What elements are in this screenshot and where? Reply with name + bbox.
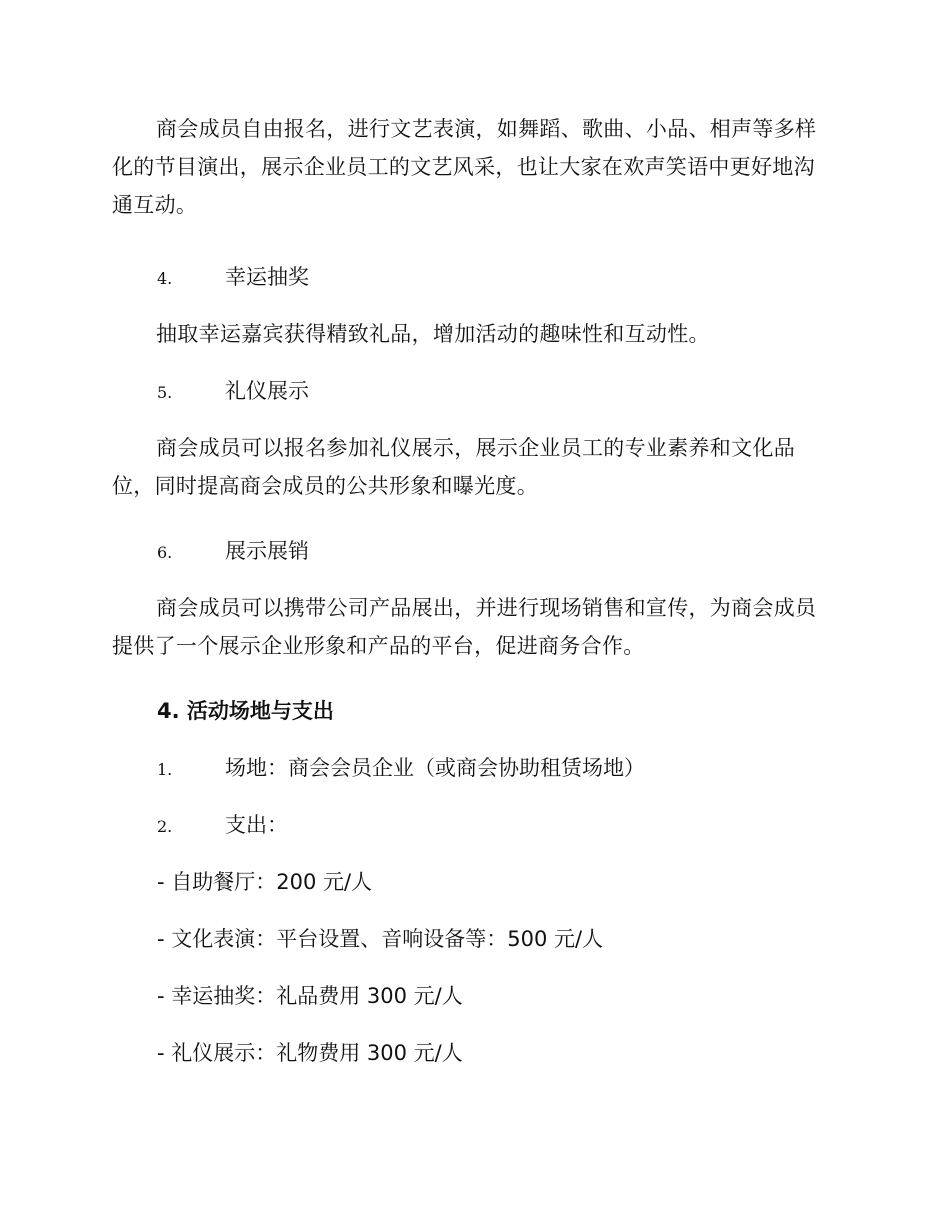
list-item-text: 礼仪展示 [225, 379, 309, 403]
paragraph-etiquette: 商会成员可以报名参加礼仪展示，展示企业员工的专业素养和文化品位，同时提高商会成员的公共形象和曝光度。 [112, 436, 795, 498]
list-item-venue [157, 754, 645, 784]
paragraph-lucky-draw: 抽取幸运嘉宾获得精致礼品，增加活动的趣味性和互动性。 [156, 322, 710, 346]
expense-line-performance: - 文化表演：平台设置、音响设备等：500 元/人 [157, 927, 604, 951]
list-item-lucky-draw [157, 263, 309, 293]
list-item-etiquette [157, 377, 309, 407]
list-item-text: 展示展销 [225, 539, 309, 563]
paragraph-performance: 商会成员自由报名，进行文艺表演，如舞蹈、歌曲、小品、相声等多样化的节目演出，展示企业员工的文艺风采，也让大家在欢声笑语中更好地沟通互动。 [112, 117, 817, 217]
list-item-number: 1. [157, 760, 173, 779]
section-heading: 4. 活动场地与支出 [157, 699, 334, 723]
expense-line-etiquette: - 礼仪展示：礼物费用 300 元/人 [157, 1041, 463, 1065]
list-item-expenses [157, 811, 288, 841]
list-item-number: 6. [157, 543, 173, 562]
expense-line-buffet: - 自助餐厅：200 元/人 [157, 870, 373, 894]
list-item-number: 4. [157, 269, 173, 288]
list-item-text: 幸运抽奖 [225, 265, 309, 289]
list-item-text: 支出： [225, 813, 288, 837]
paragraph-exhibition: 商会成员可以携带公司产品展出，并进行现场销售和宣传，为商会成员提供了一个展示企业形象和产品的平台，促进商务合作。 [112, 596, 817, 658]
list-item-number: 5. [157, 383, 173, 402]
list-item-number: 2. [157, 817, 173, 836]
expense-line-lucky-draw: - 幸运抽奖：礼品费用 300 元/人 [157, 984, 463, 1008]
list-item-text: 场地：商会会员企业（或商会协助租赁场地） [225, 756, 645, 780]
list-item-exhibition [157, 537, 309, 567]
